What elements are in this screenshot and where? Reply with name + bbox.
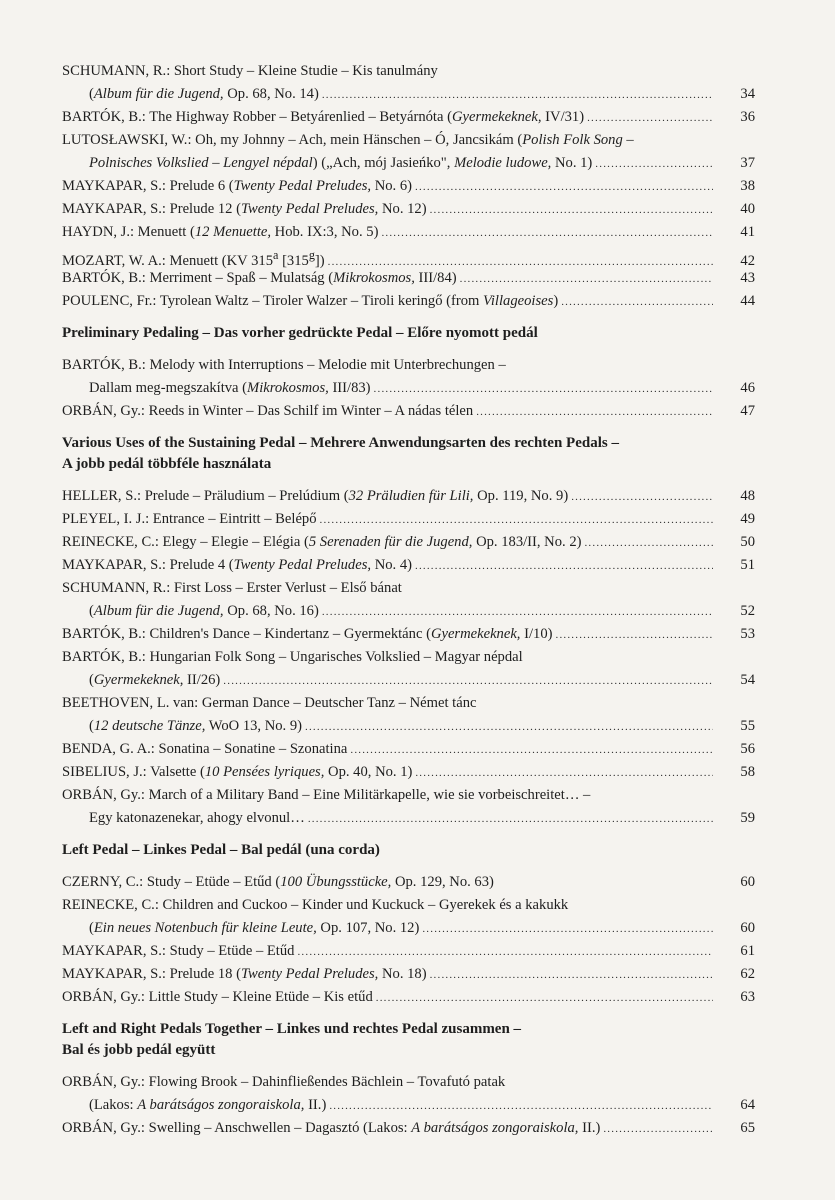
toc-entry-line	[62, 786, 755, 804]
entry-title: (Album für die Jugend, Op. 68, No. 14)	[89, 86, 319, 102]
dot-leader	[329, 1097, 713, 1115]
dot-leader	[571, 488, 713, 506]
entry-title: BARTÓK, B.: Children's Dance – Kindertanz – Gyermektánc (Gyermekeknek, I/10)	[62, 626, 553, 642]
toc-entry-line	[62, 292, 755, 311]
toc-entry-line	[62, 108, 755, 127]
entry-title: SCHUMANN, R.: Short Study – Kleine Studie – Kis tanulmány	[62, 63, 438, 79]
toc-entry-line	[62, 200, 755, 219]
entry-title: PLEYEL, I. J.: Entrance – Eintritt – Belépő	[62, 511, 317, 527]
toc-entry-line	[62, 556, 755, 575]
page-number: 54	[740, 672, 755, 688]
entry-title: ORBÁN, Gy.: Swelling – Anschwellen – Dagasztó (Lakos: A barátságos zongoraiskola, II.)	[62, 1120, 601, 1136]
page-number: 61	[740, 943, 755, 959]
page-number: 40	[740, 201, 755, 217]
page-number: 62	[740, 966, 755, 982]
entry-title: MAYKAPAR, S.: Prelude 18 (Twenty Pedal Preludes, No. 18)	[62, 966, 427, 982]
page-number: 59	[740, 810, 755, 826]
entry-title: MAYKAPAR, S.: Study – Etüde – Etűd	[62, 943, 295, 959]
entry-title: ORBÁN, Gy.: Little Study – Kleine Etüde – Kis etűd	[62, 989, 373, 1005]
toc-entry-line	[62, 579, 755, 597]
section-heading: Various Uses of the Sustaining Pedal – Mehrere Anwendungsarten des rechten Pedals –	[62, 435, 619, 451]
entry-title: LUTOSŁAWSKI, W.: Oh, my Johnny – Ach, mein Hänschen – Ó, Jancsikám (Polish Folk Song –	[62, 132, 634, 148]
page-number: 53	[740, 626, 755, 642]
dot-leader	[376, 989, 713, 1007]
dot-leader	[561, 293, 713, 311]
entry-title: BEETHOVEN, L. van: German Dance – Deutscher Tanz – Német tánc	[62, 695, 477, 711]
entry-title: SCHUMANN, R.: First Loss – Erster Verlust – Első bánat	[62, 580, 402, 596]
toc-entry-line	[62, 1119, 755, 1138]
entry-title: REINECKE, C.: Elegy – Elegie – Elégia (5 Serenaden für die Jugend, Op. 183/II, No. 2)	[62, 534, 582, 550]
entry-title: MAYKAPAR, S.: Prelude 4 (Twenty Pedal Preludes, No. 4)	[62, 557, 412, 573]
dot-leader	[556, 626, 714, 644]
page-number: 64	[740, 1097, 755, 1113]
page-number: 47	[740, 403, 755, 419]
page-number: 65	[740, 1120, 755, 1136]
dot-leader	[223, 672, 713, 690]
toc-entry-line	[62, 809, 755, 828]
entry-title: HAYDN, J.: Menuett (12 Menuette, Hob. IX:3, No. 5)	[62, 224, 379, 240]
page-number: 41	[740, 224, 755, 240]
page-number: 42	[740, 252, 755, 269]
entry-title: MAYKAPAR, S.: Prelude 12 (Twenty Pedal Preludes, No. 12)	[62, 201, 427, 217]
dot-leader	[350, 741, 713, 759]
entry-title: ORBÁN, Gy.: Flowing Brook – Dahinfließendes Bächlein – Tovafutó patak	[62, 1074, 506, 1090]
dot-leader	[415, 178, 713, 196]
toc-entry-line	[62, 533, 755, 552]
dot-leader	[297, 943, 713, 961]
toc-entry-line	[62, 510, 755, 529]
dot-leader	[595, 155, 713, 173]
entry-title: Egy katonazenekar, ahogy elvonul…	[89, 810, 305, 826]
entry-title: (Gyermekeknek, II/26)	[89, 672, 221, 688]
page-number: 37	[740, 155, 755, 171]
toc-entry-line	[62, 896, 755, 914]
dot-leader	[430, 201, 713, 219]
toc-entry-line	[62, 919, 755, 938]
toc-entry-line	[62, 671, 755, 690]
toc-entry-line	[62, 873, 755, 891]
toc-entry-line	[62, 177, 755, 196]
dot-leader	[460, 270, 713, 288]
page-number: 38	[740, 178, 755, 194]
entry-title: MAYKAPAR, S.: Prelude 6 (Twenty Pedal Preludes, No. 6)	[62, 178, 412, 194]
dot-leader	[587, 109, 713, 127]
toc-entry-line	[62, 694, 755, 712]
page-number: 63	[740, 989, 755, 1005]
section-heading: Left Pedal – Linkes Pedal – Bal pedál (una corda)	[62, 842, 380, 858]
entry-title: REINECKE, C.: Children and Cuckoo – Kinder und Kuckuck – Gyerekek és a kakukk	[62, 897, 569, 913]
toc-entry-line	[62, 131, 755, 149]
page-number: 56	[740, 741, 755, 757]
entry-title: ORBÁN, Gy.: Reeds in Winter – Das Schilf im Winter – A nádas télen	[62, 403, 474, 419]
toc-entry-line	[62, 402, 755, 421]
toc-entry-line	[62, 269, 755, 288]
entry-title: ORBÁN, Gy.: March of a Military Band – Eine Militärkapelle, wie sie vorbeischreitet… –	[62, 787, 591, 803]
page-number: 44	[740, 293, 755, 309]
toc-entry-line	[62, 1096, 755, 1115]
dot-leader	[374, 380, 713, 398]
entry-title: SIBELIUS, J.: Valsette (10 Pensées lyriques, Op. 40, No. 1)	[62, 764, 413, 780]
entry-title: BARTÓK, B.: Hungarian Folk Song – Ungarisches Volkslied – Magyar népdal	[62, 649, 523, 665]
entry-title: CZERNY, C.: Study – Etüde – Etűd (100 Übungsstücke, Op. 129, No. 63)	[62, 874, 494, 890]
dot-leader	[603, 1120, 713, 1138]
dot-leader	[415, 557, 713, 575]
dot-leader	[305, 718, 713, 736]
toc-entry-line	[62, 1073, 755, 1091]
entry-title: BARTÓK, B.: Melody with Interruptions – Melodie mit Unterbrechungen –	[62, 357, 506, 373]
toc-entry-line	[62, 717, 755, 736]
dot-leader	[308, 810, 713, 828]
dot-leader	[422, 920, 713, 938]
toc-entry-line	[62, 625, 755, 644]
page-number: 58	[740, 764, 755, 780]
page-number: 55	[740, 718, 755, 734]
toc-entry-line	[62, 965, 755, 984]
entry-title: BARTÓK, B.: The Highway Robber – Betyárenlied – Betyárnóta (Gyermekeknek, IV/31)	[62, 109, 585, 125]
page-number: 36	[740, 109, 755, 125]
section-heading: A jobb pedál többféle használata	[62, 456, 272, 472]
entry-title: Polnisches Volkslied – Lengyel népdal) („Ach, mój Jasieńko", Melodie ludowe, No. 1)	[89, 155, 593, 171]
dot-leader	[381, 224, 713, 242]
section-heading: Preliminary Pedaling – Das vorher gedrückte Pedal – Előre nyomott pedál	[62, 325, 538, 341]
toc-entry-line	[62, 602, 755, 621]
dot-leader	[322, 86, 713, 104]
dot-leader	[430, 966, 713, 984]
page-number: 34	[740, 86, 755, 102]
dot-leader	[320, 511, 713, 529]
toc-entry-line	[62, 379, 755, 398]
toc-entry-line	[62, 246, 755, 271]
entry-title: Dallam meg-megszakítva (Mikrokosmos, III/83)	[89, 380, 371, 396]
entry-title: (Ein neues Notenbuch für kleine Leute, Op. 107, No. 12)	[89, 920, 420, 936]
toc-entry-line	[62, 154, 755, 173]
page-number: 46	[740, 380, 755, 396]
entry-title: HELLER, S.: Prelude – Präludium – Prelúdium (32 Präludien für Lili, Op. 119, No. 9)	[62, 488, 569, 504]
dot-leader	[415, 764, 713, 782]
toc-entry-line	[62, 648, 755, 666]
toc-entry-line	[62, 763, 755, 782]
entry-title: (Lakos: A barátságos zongoraiskola, II.)	[89, 1097, 327, 1113]
entry-title: POULENC, Fr.: Tyrolean Waltz – Tiroler Walzer – Tiroli keringő (from Villageoises)	[62, 293, 559, 309]
toc-entry-line	[62, 223, 755, 242]
entry-title: (12 deutsche Tänze, WoO 13, No. 9)	[89, 718, 302, 734]
entry-title: (Album für die Jugend, Op. 68, No. 16)	[89, 603, 319, 619]
dot-leader	[584, 534, 713, 552]
entry-title: BENDA, G. A.: Sonatina – Sonatine – Szonatina	[62, 741, 348, 757]
toc-entry-line	[62, 942, 755, 961]
section-heading: Bal és jobb pedál együtt	[62, 1042, 216, 1058]
dot-leader	[322, 603, 713, 621]
toc-entry-line	[62, 487, 755, 506]
entry-title: MOZART, W. A.: Menuett (KV 315$^a$ [315$^g$])	[62, 248, 325, 269]
toc-entry-line	[62, 988, 755, 1007]
section-heading: Left and Right Pedals Together – Linkes und rechtes Pedal zusammen –	[62, 1021, 522, 1037]
page-number: 49	[740, 511, 755, 527]
page-number: 60	[740, 920, 755, 936]
entry-title: BARTÓK, B.: Merriment – Spaß – Mulatság (Mikrokosmos, III/84)	[62, 270, 457, 286]
toc-entry-line	[62, 85, 755, 104]
page-number: 51	[740, 557, 755, 573]
toc-entry-line	[62, 740, 755, 759]
toc-entry-line	[62, 356, 755, 374]
page-number: 43	[740, 270, 755, 286]
toc-entry-line	[62, 62, 755, 80]
page-number: 50	[740, 534, 755, 550]
page-number: 52	[740, 603, 755, 619]
page-number: 48	[740, 488, 755, 504]
page-number: 60	[740, 874, 755, 890]
dot-leader	[476, 403, 713, 421]
